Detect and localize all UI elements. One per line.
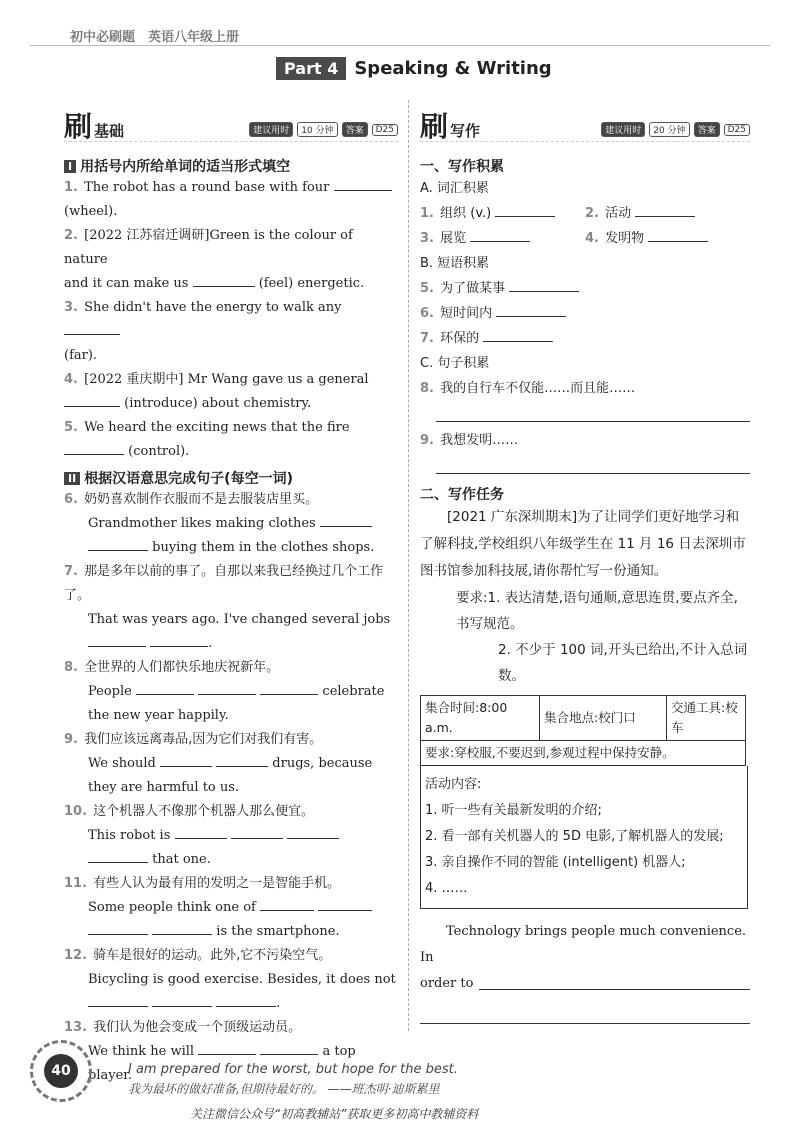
answer-line[interactable] [436,453,750,474]
answer-blank[interactable] [198,680,256,695]
sentence-8: 8. 我的自行车不仅能……而且能…… [420,381,636,396]
answer-blank[interactable] [216,992,276,1007]
task-heading: 二、写作任务 [420,487,504,503]
answer-blank[interactable] [88,920,148,935]
answer-blank[interactable] [260,1040,318,1055]
question-9: 9. 我们应该远离毒品,因为它们对我们有害。 We should drugs, because they are harmful to us. [64,732,373,795]
answer-blank[interactable] [152,992,212,1007]
phrase-7: 7. 环保的 [420,326,750,351]
section-meta [249,122,398,137]
writing-section-header [420,105,750,142]
answer-line[interactable] [436,401,750,422]
subsection-title: 根据汉语意思完成句子(每空一词) [84,471,293,487]
question-13: 13. 我们认为他会变成一个顶级运动员。 We think he will a top player. [64,1020,356,1083]
time-value: 20 分钟 [649,122,689,137]
question-7: 7. 那是多年以前的事了。自那以来我已经换过几个工作了。 That was years ago. I've changed several jobs . [64,564,391,651]
part-title: Speaking & Writing [354,57,552,79]
subsection-1-heading [64,156,398,176]
roman-numeral: II [64,472,80,485]
answer-blank[interactable] [260,680,318,695]
answer-blank[interactable] [64,320,120,335]
header-divider [30,45,770,46]
sentence-heading: C. 句子积累 [420,356,490,371]
answer-blank[interactable] [193,272,255,287]
writing-start: Technology brings people much convenience. In order to [420,919,750,1024]
vocab-heading: A. 词汇积累 [420,181,489,196]
requirement-1: 要求:1. 表达清楚,语句通顺,意思连贯,要点齐全,书写规范。 [456,590,738,632]
subsection-2-heading [64,468,398,488]
answer-blank[interactable] [64,440,124,455]
activity-2: 2. 看一部有关机器人的 5D 电影,了解机器人的发展; [425,829,724,844]
question-8: 8. 全世界的人们都快乐地庆祝新年。 People celebrate the new year happily. [64,660,385,723]
accumulation-heading: 一、写作积累 [420,159,504,175]
answer-blank[interactable] [509,277,579,292]
notice-info-table [420,695,746,766]
column-divider [408,100,409,1031]
basic-section-header [64,105,398,142]
visit-requirements: 要求:穿校服,不要迟到,参观过程中保持安静。 [421,741,746,766]
answer-label: 答案 [694,122,720,137]
phrase-5: 5. 为了做某事 [420,276,750,301]
phrase-heading: B. 短语积累 [420,256,490,271]
activity-3: 3. 亲自操作不同的智能 (intelligent) 机器人; [425,855,686,870]
footer-quote: I am prepared for the worst, but hope for the best. [128,1062,458,1077]
page-number: 40 [44,1054,78,1088]
answer-blank[interactable] [152,920,212,935]
answer-line[interactable] [479,971,750,990]
footer-quote-zh: 我为最坏的做好准备,但期待最好的。 ——班杰明·迪斯累里 [128,1082,440,1096]
answer-blank[interactable] [496,302,566,317]
question-5: 5. We heard the exciting news that the fire (control). [64,420,350,459]
time-label: 建议用时 [601,122,645,137]
answer-blank[interactable] [320,512,372,527]
section-title: 写作 [450,122,481,140]
vocab-row-1: 1. 组织 (v.) 2. 活动 [420,201,750,226]
activity-4: 4. …… [425,881,468,896]
answer-blank[interactable] [175,824,227,839]
basic-section [64,105,398,1088]
subsection-title: 用括号内所给单词的适当形式填空 [80,159,291,175]
time-value: 10 分钟 [297,122,337,137]
question-10: 10. 这个机器人不像那个机器人那么便宜。 This robot is that one. [64,800,398,872]
answer-blank[interactable] [88,632,146,647]
writing-section [420,105,750,1024]
answer-blank[interactable] [216,752,268,767]
activity-box [420,766,748,909]
gather-time: 集合时间:8:00 a.m. [421,696,540,741]
answer-blank[interactable] [495,202,555,217]
answer-blank[interactable] [160,752,212,767]
question-4: 4. [2022 重庆期中] Mr Wang gave us a general (introduce) about chemistry. [64,372,369,411]
answer-blank[interactable] [136,680,194,695]
answer-page: D25 [372,124,398,136]
section-title: 基础 [94,122,125,140]
question-12: 12. 骑车是很好的运动。此外,它不污染空气。 Bicycling is good exercise. Besides, it does not . [64,948,396,1011]
answer-blank[interactable] [150,632,208,647]
gather-place: 集合地点:校门口 [540,696,667,741]
answer-blank[interactable] [88,992,148,1007]
roman-numeral: I [64,160,76,173]
answer-page: D25 [724,124,750,136]
shua-logo: 刷 [64,110,93,143]
section-meta [601,122,750,137]
part-title-bar [276,54,552,82]
answer-blank[interactable] [198,1040,256,1055]
question-6: 6. 奶奶喜欢制作衣服而不是去服装店里买。 Grandmother likes making clothes buying them in the clothes shops. [64,492,375,555]
answer-blank[interactable] [648,227,708,242]
answer-blank[interactable] [318,896,372,911]
book-header: 初中必刷题 英语八年级上册 [70,30,240,45]
activity-title: 活动内容: [425,777,482,792]
answer-blank[interactable] [635,202,695,217]
requirement-2: 2. 不少于 100 词,开头已给出,不计入总词数。 [498,642,748,684]
answer-blank[interactable] [470,227,530,242]
answer-blank[interactable] [64,392,120,407]
answer-line[interactable] [420,1001,750,1024]
footer-notice: 关注微信公众号“初高教辅站”获取更多初高中教辅资料 [190,1107,479,1121]
answer-blank[interactable] [260,896,314,911]
answer-blank[interactable] [88,848,148,863]
answer-blank[interactable] [88,536,148,551]
answer-label: 答案 [342,122,368,137]
question-3: 3. She didn't have the energy to walk any (far). [64,300,342,363]
activity-1: 1. 听一些有关最新发明的介绍; [425,803,602,818]
ship-wheel-icon [30,1040,92,1102]
question-1: 1. The robot has a round base with four (wheel). [64,176,398,224]
answer-blank[interactable] [334,176,392,191]
sentence-9: 9. 我想发明…… [420,433,519,448]
question-2: 2. [2022 江苏宿迁调研]Green is the colour of nature and it can make us (feel) energetic. [64,228,365,291]
task-prompt: [2021 广东深圳期末]为了让同学们更好地学习和了解科技,学校组织八年级学生在 11 月 16 日去深圳市图书馆参加科技展,请你帮忙写一份通知。 [420,509,746,579]
vocab-row-2: 3. 展览 4. 发明物 [420,226,750,251]
shua-logo: 刷 [420,110,449,143]
answer-blank[interactable] [287,824,339,839]
part-badge: Part 4 [276,57,346,80]
answer-blank[interactable] [231,824,283,839]
time-label: 建议用时 [249,122,293,137]
phrase-6: 6. 短时间内 [420,301,750,326]
transport: 交通工具:校车 [667,696,746,741]
answer-blank[interactable] [483,327,553,342]
question-11: 11. 有些人认为最有用的发明之一是智能手机。 Some people think one of is the smartphone. [64,872,398,944]
